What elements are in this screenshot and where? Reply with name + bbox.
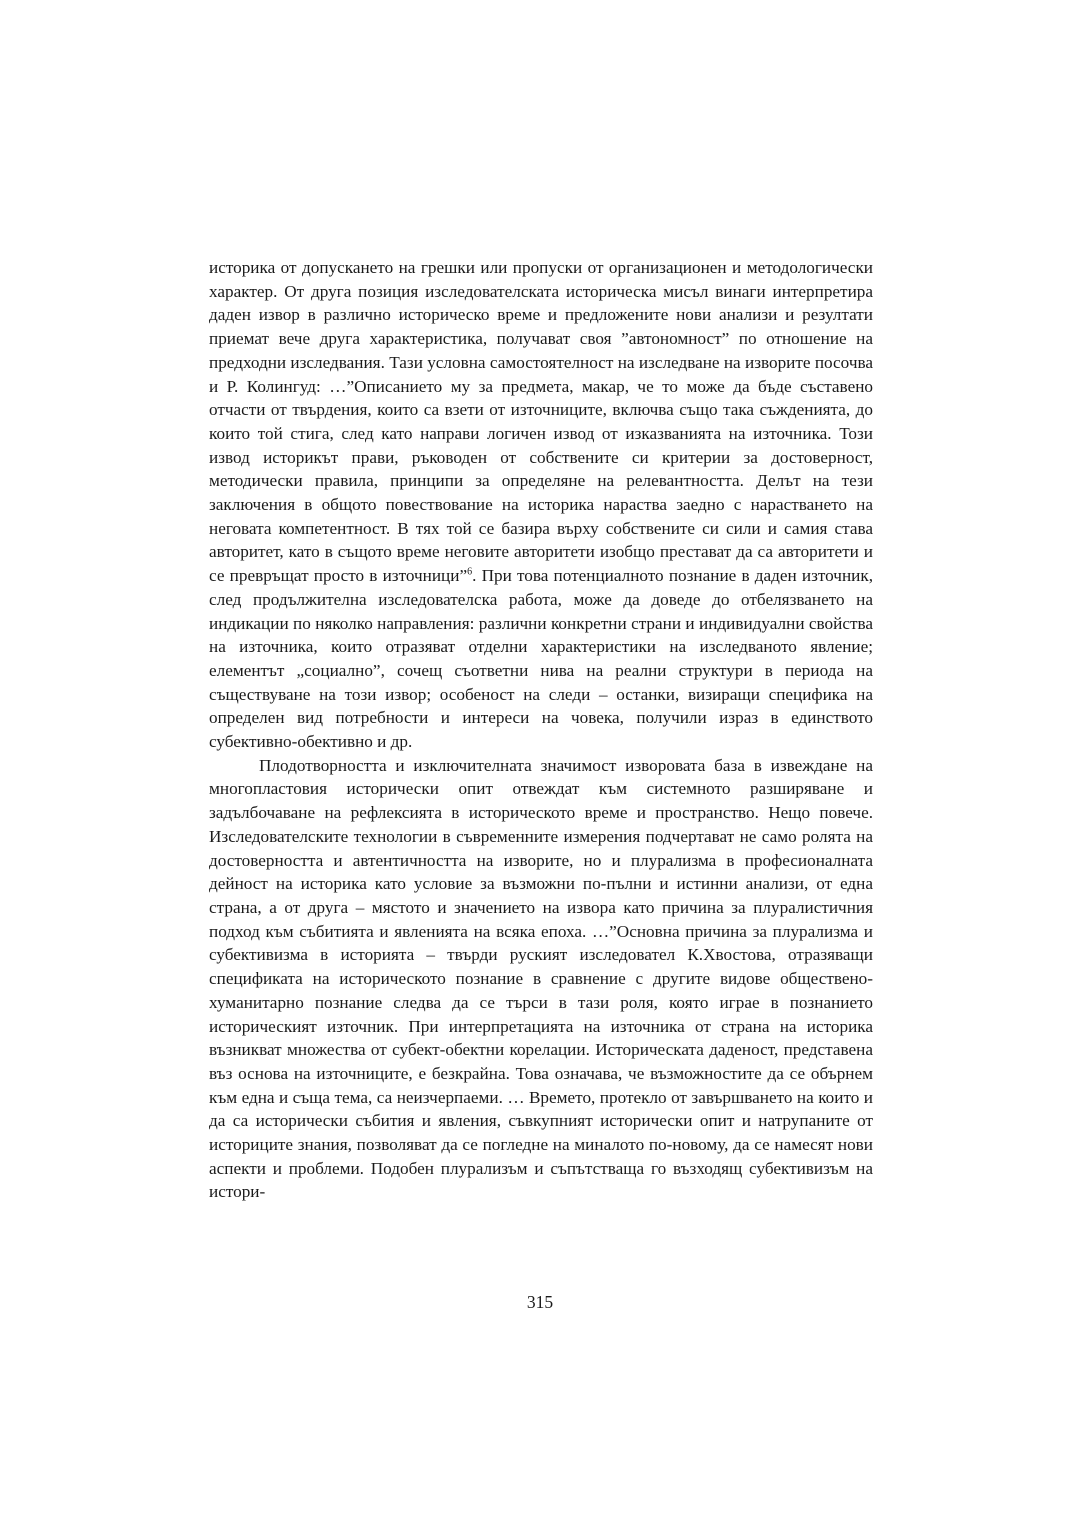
paragraph-1 xyxy=(209,256,873,754)
paragraph-2: Плодотворността и изключителната значимост изворовата база в извеждане на многопластовия исторически опит отвеждат към системното разширяване и задълбочаване на рефлексията в историческото време и пространство. Нещо повече. Изследователските технологии в съвременните измерения подчертават не само ролята на достоверността и автентичността на изворите, но и плурализма в професионалната дейност на историка като условие за възможни по-пълни и истинни анализи, от една страна, а от друга – мястото и значението на извора като причина за плуралистичния подход към събитията и явленията на всяка епоха. …”Основна причина за плурализма и субективизма в историята – твърди руският изследовател К.Хвостова, отразяващи спецификата на историческото познание в сравнение с другите видове обществено-хуманитарно познание следва да се търси в тази роля, която играе в познанието историческият източник. При интерпретацията на източника от страна на историка възникват множества от субект-обектни корелации. Историческата даденост, представена въз основа на източниците, е безкрайна. Това означава, че възможностите да се обърнем към една и съща тема, са неизчерпаеми. … Времето, протекло от завършването на които и да са исторически събития и явления, съвкупният исторически опит и натрупаните от историците знания, позволяват да се погледне на миналото по-новому, да се намесят нови аспекти и проблеми. Подобен плурализъм и съпътстваща го възходящ субективизъм на истори- xyxy=(209,755,873,1202)
page-number: 315 xyxy=(526,1292,554,1312)
body-text xyxy=(209,256,873,1204)
footnote-reference: 6 xyxy=(467,566,473,578)
paragraph-1-text-b: . При това потенциалното познание в даден източник, след продължителна изследователска работа, може да доведе до отбелязването на индикации по няколко направления: различни конкретни страни и индивидуални свойства на източника, които отразяват отделни характеристики на изследваното явление; елементът „социално”, сочещ съответни нива на реални структури в периода на съществуване на този извор; особеност на следи – останки, визиращи специфика на определен вид потребности и интереси на човека, получили израз в единството субективно-обективно и др. xyxy=(209,566,873,752)
paragraph-1-text-a: историка от допускането на грешки или пропуски от организационен и методологически характер. От друга позиция изследователската историческа мисъл винаги интерпретира даден извор в различно историческо време и предложените нови анализи и резултати приемат вече друга характеристика, получават своя ”автономност” по отношение на предходни изследвания. Тази условна самостоятелност на изследване на изворите посочва и Р. Колингуд: …”Описанието му за предмета, макар, че то може да бъде съставено отчасти от твърдения, които са взети от източниците, включва също така съжденията, до които той стига, след като направи логичен извод от изказванията на източника. Този извод историкът прави, ръководен от собствените си критерии за достоверност, методически правила, принципи за определяне на релевантността. Делът на тези заключения в общото повествование на историка нараства заедно с нарастването на неговата компетентност. В тях той се базира върху собствените си сили и самия става авторитет, като в същото време неговите авторитети изобщо престават да са авторитети и се превръщат просто в източници” xyxy=(209,258,873,586)
